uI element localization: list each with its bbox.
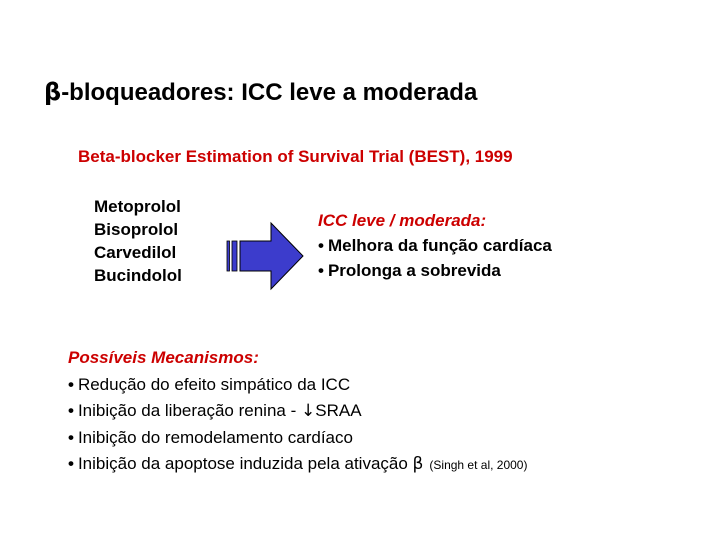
drug-item: Carvedilol xyxy=(94,243,177,262)
mechanism-item xyxy=(68,451,527,479)
results-item xyxy=(318,233,552,258)
mechanism-item xyxy=(68,372,527,399)
results-item xyxy=(318,258,552,283)
bullet-icon: • xyxy=(318,236,324,255)
bullet-icon: • xyxy=(68,427,74,447)
mechanism-text: Inibição do remodelamento cardíaco xyxy=(77,427,353,447)
right-block-arrow-icon xyxy=(225,220,307,296)
drug-list xyxy=(94,195,182,287)
mechanisms-section xyxy=(68,345,527,479)
results-box xyxy=(318,208,552,283)
mechanism-item xyxy=(68,398,527,425)
drug-item: Bisoprolol xyxy=(94,220,179,239)
bullet-icon: • xyxy=(68,454,74,473)
drug-item: Metoprolol xyxy=(94,197,181,216)
bullet-icon: • xyxy=(68,401,74,420)
beta-symbol: β xyxy=(412,454,424,474)
title-text: -bloqueadores: ICC leve a moderada xyxy=(61,79,478,106)
mechanism-text: Inibição da apoptose induzida pela ativação xyxy=(77,454,413,473)
mechanism-item xyxy=(68,425,527,452)
bullet-icon: • xyxy=(318,261,324,280)
drug-item: Bucindolol xyxy=(94,266,182,285)
results-heading: ICC leve / moderada: xyxy=(318,211,487,230)
beta-symbol: β xyxy=(44,78,62,106)
mechanism-text: Redução do efeito simpático da ICC xyxy=(77,374,351,394)
down-arrow-icon: ↓ xyxy=(300,401,316,421)
results-item-text: Prolonga a sobrevida xyxy=(327,261,501,280)
mechanisms-heading: Possíveis Mecanismos: xyxy=(68,348,259,367)
bullet-icon: • xyxy=(68,374,74,394)
slide-title xyxy=(44,78,477,107)
study-subtitle: Beta-blocker Estimation of Survival Trial (BEST), 1999 xyxy=(78,147,513,166)
citation: (Singh et al, 2000) xyxy=(429,458,528,472)
mechanism-text: Inibição da liberação renina - xyxy=(77,401,301,420)
mechanism-text-suffix: SRAA xyxy=(315,401,362,420)
results-item-text: Melhora da função cardíaca xyxy=(327,236,552,255)
